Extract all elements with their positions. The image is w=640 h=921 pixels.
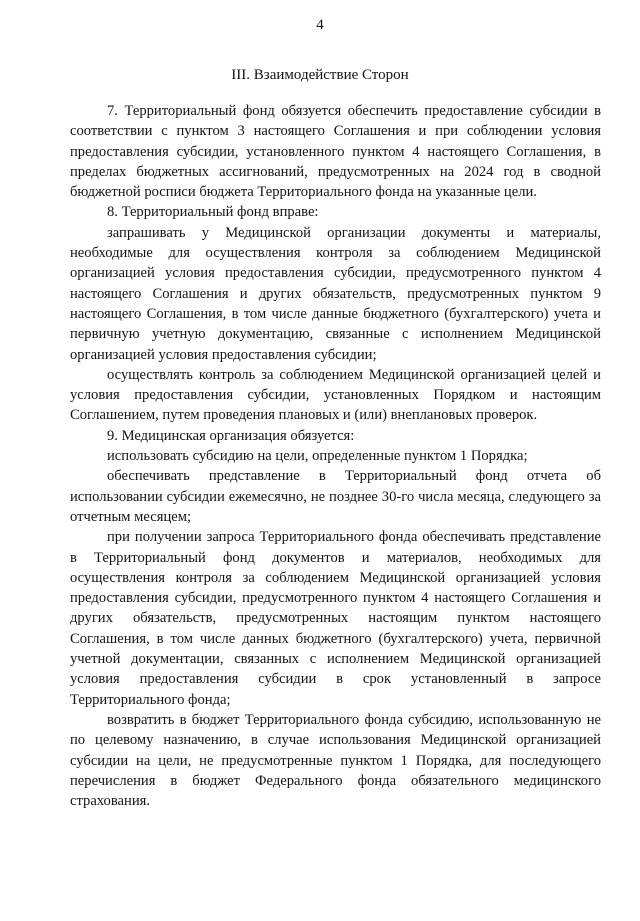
paragraph-8-control: осуществлять контроль за соблюдением Медицинской организацией целей и условия предоставления субсидии, установленных Порядком и настоящим Соглашением, путем проведения плановых и (или) внеплановых проверок. <box>70 366 601 424</box>
paragraph-9-use: использовать субсидию на цели, определенные пунктом 1 Порядка; <box>107 448 528 465</box>
paragraph-7: 7. Территориальный фонд обязуется обеспечить предоставление субсидии в соответствии с пунктом 3 настоящего Соглашения и при соблюдении условия предоставления субсидии, установленного пунктом 4 настоящего Соглашения, в пределах бюджетных ассигнований, предусмотренных на 2024 год в сводной бюджетной росписи бюджета Территориального фонда на указанные цели. <box>70 103 601 201</box>
page-number: 4 <box>316 17 324 33</box>
paragraph-8-heading: 8. Территориальный фонд вправе: <box>107 204 319 221</box>
paragraph-9-return: возвратить в бюджет Территориального фонда субсидию, использованную не по целевому назначению, в случае использования Медицинской организацией субсидии на цели, не предусмотренные пунктом 1 Порядка, для последующего перечисления в бюджет Федерального фонда обязательного медицинского страхования. <box>70 711 601 810</box>
section-title: III. Взаимодействие Сторон <box>231 67 409 83</box>
paragraph-9-heading: 9. Медицинская организация обязуется: <box>107 427 355 444</box>
paragraph-9-report: обеспечивать представление в Территориальный фонд отчета об использовании субсидии ежемесячно, не позднее 30-го числа месяца, следующего за отчетным месяцем; <box>70 468 601 525</box>
paragraph-8-request: запрашивать у Медицинской организации документы и материалы, необходимые для осуществления контроля за соблюдением Медицинской организацией условия предоставления субсидии, предусмотренного пунктом 4 настоящего Соглашения и других обязательств, предусмотренных пунктом 9 настоящего Соглашения, в том числе данные бюджетного (бухгалтерского) учета и первичную учетную документацию, связанные с исполнением Медицинской организацией условия предоставления субсидии; <box>70 224 601 363</box>
document-body <box>70 101 601 811</box>
paragraph-9-provide: при получении запроса Территориального фонда обеспечивать представление в Территориальный фонд документов и материалов, необходимых для осуществления контроля за соблюдением Медицинской организацией условия предоставления субсидии, предусмотренного пунктом 4 настоящего Соглашения и других обязательств, предусмотренных настоящим пунктом настоящего Соглашения, в том числе данных бюджетного (бухгалтерского) учета, первичной учетной документации, связанных с исполнением Медицинской организацией условия предоставления субсидии в срок установленный в запросе Территориального фонда; <box>70 529 601 708</box>
